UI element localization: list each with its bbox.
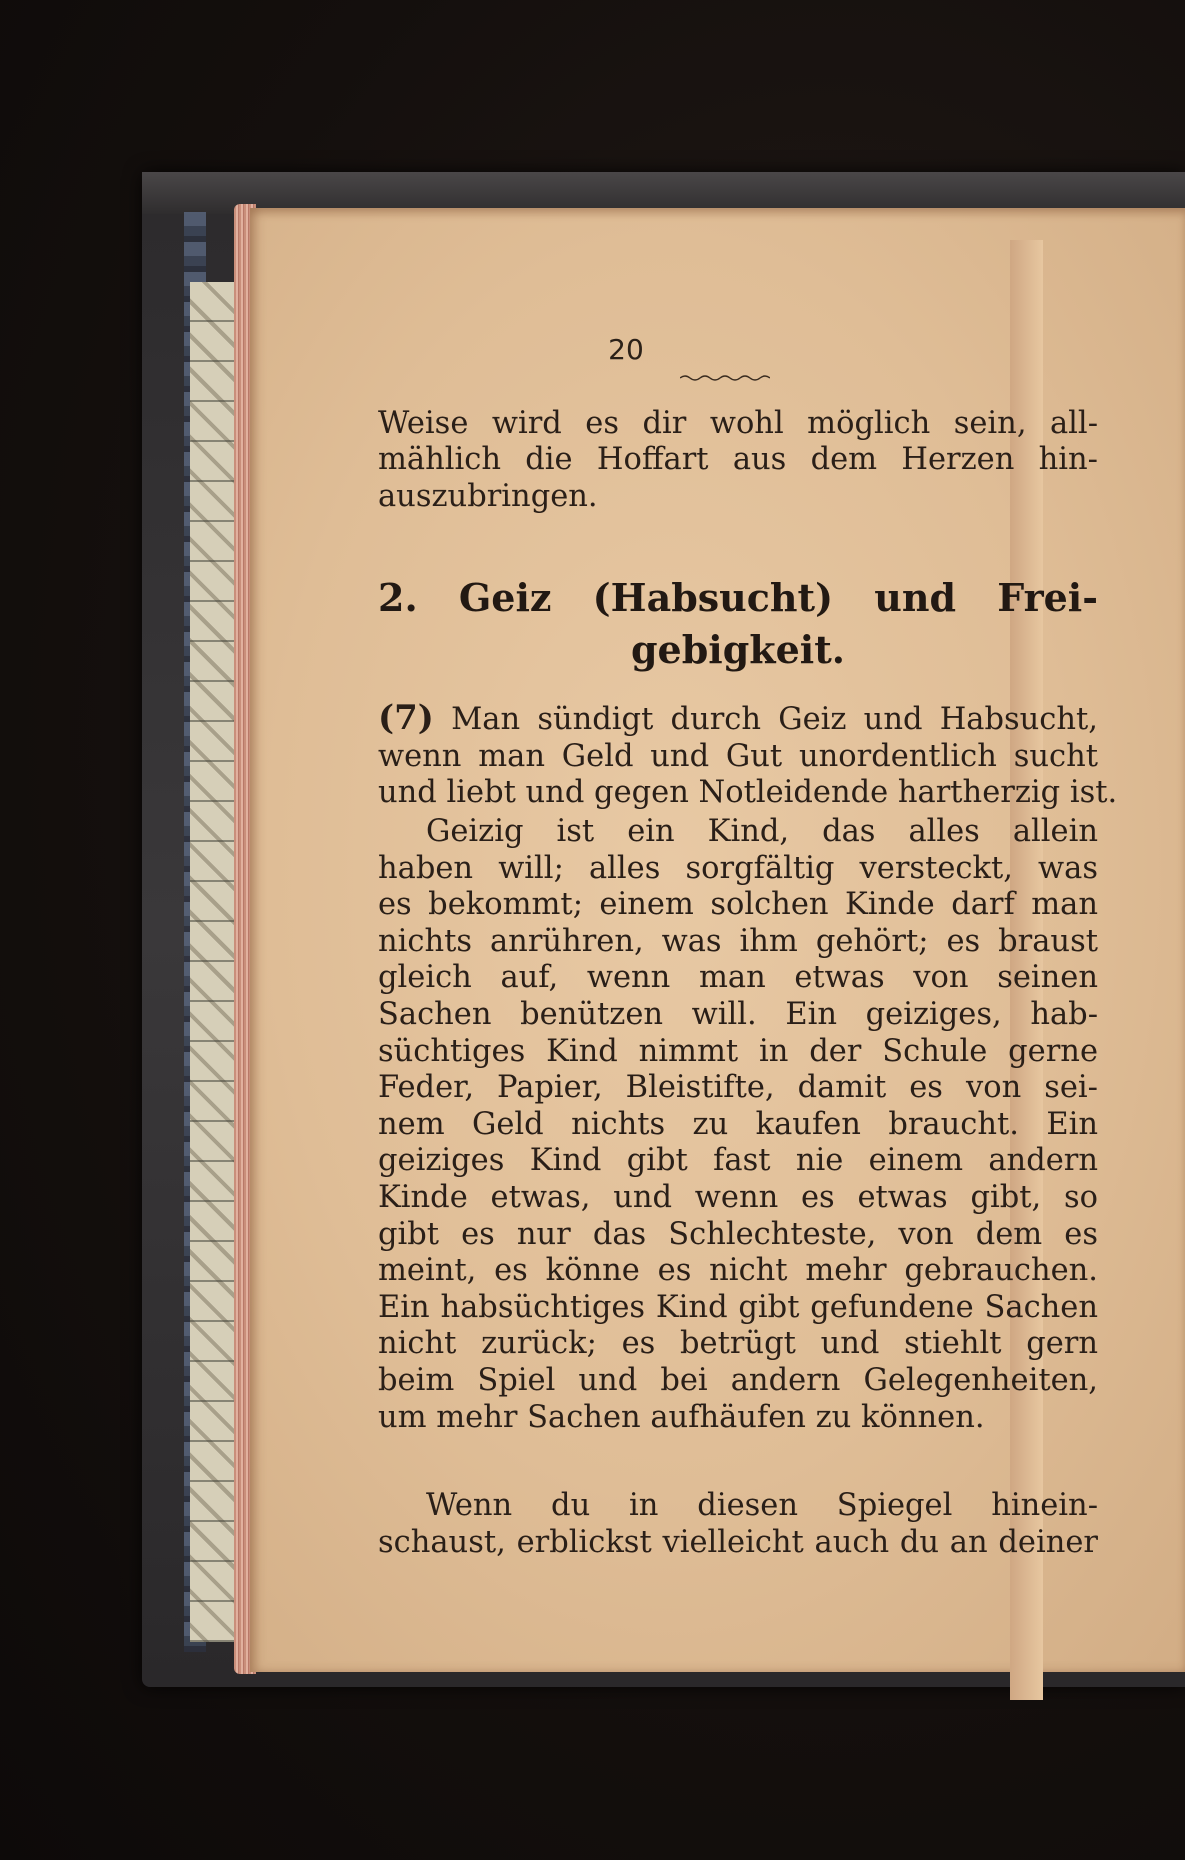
text-line: nichts anrühren, was ihm gehört; es braust — [378, 923, 1098, 959]
section-number: (7) — [378, 698, 434, 738]
text-line: nem Geld nichts zu kaufen braucht. Ein — [378, 1106, 1098, 1142]
text-line: es bekommt; einem solchen Kinde darf man — [378, 887, 1098, 923]
text-line: Sachen benützen will. Ein geiziges, hab- — [378, 996, 1098, 1032]
paragraph-3 — [378, 1488, 1098, 1561]
text-line: Weise wird es dir wohl möglich sein, all- — [378, 406, 1098, 441]
text-line — [378, 700, 1098, 739]
text-line: Feder, Papier, Bleistifte, damit es von sei- — [378, 1070, 1098, 1106]
text-line: gleich auf, wenn man etwas von seinen — [378, 960, 1098, 996]
text-line: um mehr Sachen aufhäufen zu können. — [378, 1399, 985, 1435]
text-line: Kinde etwas, und wenn es etwas gibt, so — [378, 1179, 1098, 1215]
ornament-line — [680, 374, 770, 382]
text-line: beim Spiel und bei andern Gelegenheiten, — [378, 1362, 1098, 1398]
text-line: Ein habsüchtiges Kind gibt gefundene Sachen — [378, 1289, 1098, 1325]
text-line-content: Man sündigt durch Geiz und Habsucht, — [451, 702, 1098, 737]
page-number: 20 — [608, 333, 644, 366]
text-line: mählich die Hoffart aus dem Herzen hin- — [378, 442, 1098, 478]
text-line: Geizig ist ein Kind, das alles allein — [426, 814, 1098, 849]
opening-text — [378, 406, 1098, 515]
text-line: auszubringen. — [378, 478, 598, 514]
text-line: gibt es nur das Schlechteste, von dem es — [378, 1216, 1098, 1252]
text-line: nicht zurück; es betrügt und stiehlt gern — [378, 1326, 1098, 1362]
text-line: schaust, erblickst vielleicht auch du an deiner — [378, 1524, 1098, 1560]
text-line: haben will; alles sorgfältig versteckt, was — [378, 850, 1098, 886]
text-line: Wenn du in diesen Spiegel hinein- — [426, 1488, 1098, 1523]
heading-line-1: 2. Geiz (Habsucht) und Frei- — [378, 575, 1098, 620]
text-line: wenn man Geld und Gut unordentlich sucht — [378, 738, 1098, 774]
paragraph-1 — [378, 698, 1118, 812]
text-line: und liebt und gegen Notleidende hartherzig ist. — [378, 775, 1118, 811]
text-line: geiziges Kind gibt fast nie einem andern — [378, 1143, 1098, 1179]
text-line: meint, es könne es nicht mehr gebrauchen. — [378, 1253, 1098, 1289]
heading-line-2: gebigkeit. — [630, 627, 846, 672]
paragraph-2 — [378, 814, 1098, 1436]
section-heading — [378, 572, 1098, 676]
text-line: süchtiges Kind nimmt in der Schule gerne — [378, 1033, 1098, 1069]
